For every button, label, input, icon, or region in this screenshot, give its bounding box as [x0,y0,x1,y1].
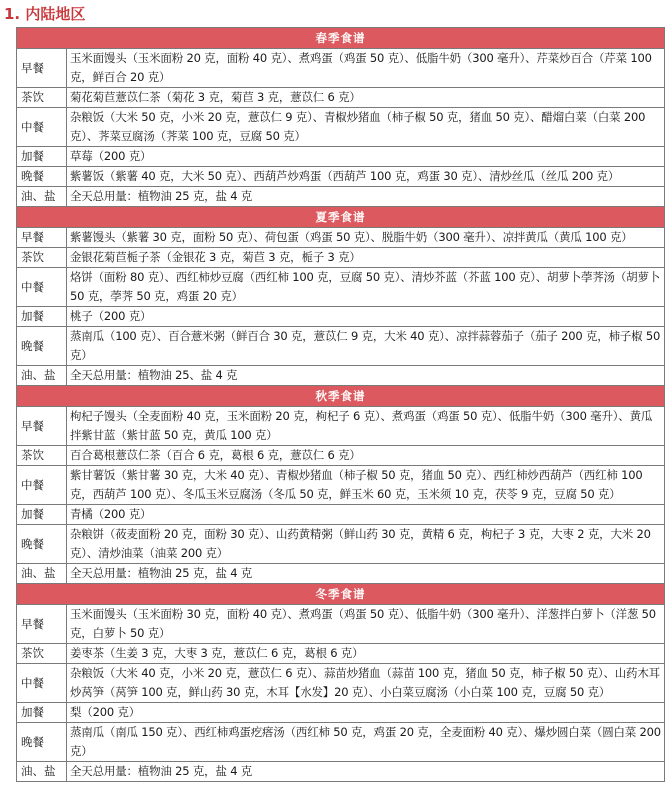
table-row [17,762,665,782]
table-row [17,167,665,187]
section-title: 1. 内陆地区 [4,5,86,23]
meal-label: 加餐 [17,307,67,327]
meal-content: 玉米面馒头（玉米面粉 20 克，面粉 40 克）、煮鸡蛋（鸡蛋 50 克）、低脂牛奶（300 毫升）、芹菜炒百合（芹菜 100 克，鲜百合 20 克） [67,49,665,88]
meal-label: 油、盐 [17,187,67,207]
meal-content: 百合葛根薏苡仁茶（百合 6 克，葛根 6 克，薏苡仁 6 克） [67,446,665,466]
table-row [17,108,665,147]
meal-label: 晚餐 [17,723,67,762]
meal-content: 全天总用量：植物油 25、盐 4 克 [67,366,665,386]
meal-label: 早餐 [17,49,67,88]
meal-content: 姜枣茶（生姜 3 克，大枣 3 克，薏苡仁 6 克，葛根 6 克） [67,644,665,664]
season-title: 春季食谱 [17,28,665,49]
season-title: 冬季食谱 [17,584,665,605]
table-row [17,505,665,525]
meal-label: 中餐 [17,664,67,703]
meal-label: 晚餐 [17,167,67,187]
meal-content: 杂粮饭（大米 50 克，小米 20 克，薏苡仁 9 克）、青椒炒猪血（柿子椒 50 克，猪血 50 克）、醋熘白菜（白菜 200 克）、荠菜豆腐汤（荠菜 100 克，豆腐 50 克） [67,108,665,147]
meal-label: 加餐 [17,147,67,167]
meal-label: 油、盐 [17,564,67,584]
meal-label: 早餐 [17,605,67,644]
meal-label: 茶饮 [17,644,67,664]
meal-content: 杂粮饼（莜麦面粉 20 克，面粉 30 克）、山药黄精粥（鲜山药 30 克，黄精 6 克，枸杞子 3 克，大枣 2 克，大米 20 克）、清炒油菜（油菜 200 克） [67,525,665,564]
season-header-row [17,207,665,228]
meal-content: 桃子（200 克） [67,307,665,327]
meal-content: 全天总用量：植物油 25 克，盐 4 克 [67,187,665,207]
meal-content: 玉米面馒头（玉米面粉 30 克，面粉 40 克）、煮鸡蛋（鸡蛋 50 克）、低脂牛奶（300 毫升）、洋葱拌白萝卜（洋葱 50 克，白萝卜 50 克） [67,605,665,644]
season-header-row [17,386,665,407]
meal-content: 全天总用量：植物油 25 克，盐 4 克 [67,564,665,584]
meal-label: 晚餐 [17,327,67,366]
meal-content: 杂粮饭（大米 40 克，小米 20 克，薏苡仁 6 克）、蒜苗炒猪血（蒜苗 100 克，猪血 50 克，柿子椒 50 克）、山药木耳炒莴笋（莴笋 100 克，鲜山药 30 克，木耳【水发】20 克）、小白菜豆腐汤（小白菜 100 克，豆腐 50 克） [67,664,665,703]
table-row [17,187,665,207]
table-row [17,644,665,664]
meal-content: 蒸南瓜（南瓜 150 克）、西红柿鸡蛋疙瘩汤（西红柿 50 克，鸡蛋 20 克，全麦面粉 40 克）、爆炒圆白菜（圆白菜 200 克） [67,723,665,762]
meal-label: 早餐 [17,228,67,248]
season-title: 夏季食谱 [17,207,665,228]
table-row [17,366,665,386]
table-row [17,446,665,466]
meal-label: 中餐 [17,466,67,505]
table-row [17,147,665,167]
menu-table-wrapper [16,27,664,782]
meal-label: 晚餐 [17,525,67,564]
table-row [17,49,665,88]
table-row [17,723,665,762]
table-row [17,268,665,307]
table-row [17,525,665,564]
meal-label: 油、盐 [17,366,67,386]
meal-content: 紫甘薯饭（紫甘薯 30 克，大米 40 克）、青椒炒猪血（柿子椒 50 克，猪血 50 克）、西红柿炒西葫芦（西红柿 100 克，西葫芦 100 克）、冬瓜玉米豆腐汤（冬瓜 50 克，鲜玉米 60 克，玉米须 10 克，茯苓 9 克，豆腐 50 克） [67,466,665,505]
meal-content: 蒸南瓜（100 克）、百合薏米粥（鲜百合 30 克，薏苡仁 9 克，大米 40 克）、凉拌蒜蓉茄子（茄子 200 克，柿子椒 50 克） [67,327,665,366]
table-row [17,664,665,703]
meal-content: 草莓（200 克） [67,147,665,167]
table-row [17,407,665,446]
meal-content: 菊花菊苣薏苡仁茶（菊花 3 克，菊苣 3 克，薏苡仁 6 克） [67,88,665,108]
season-title: 秋季食谱 [17,386,665,407]
meal-label: 早餐 [17,407,67,446]
meal-label: 茶饮 [17,446,67,466]
meal-content: 梨（200 克） [67,703,665,723]
meal-label: 中餐 [17,108,67,147]
meal-content: 紫薯饭（紫薯 40 克，大米 50 克）、西葫芦炒鸡蛋（西葫芦 100 克，鸡蛋 30 克）、清炒丝瓜（丝瓜 200 克） [67,167,665,187]
table-row [17,564,665,584]
meal-content: 紫薯馒头（紫薯 30 克，面粉 50 克）、荷包蛋（鸡蛋 50 克）、脱脂牛奶（300 毫升）、凉拌黄瓜（黄瓜 100 克） [67,228,665,248]
table-row [17,88,665,108]
meal-content: 枸杞子馒头（全麦面粉 40 克，玉米面粉 20 克，枸杞子 6 克）、煮鸡蛋（鸡蛋 50 克）、低脂牛奶（300 毫升）、黄瓜拌紫甘蓝（紫甘蓝 50 克，黄瓜 100 克） [67,407,665,446]
table-row [17,228,665,248]
meal-label: 加餐 [17,505,67,525]
table-row [17,248,665,268]
season-header-row [17,584,665,605]
table-row [17,703,665,723]
table-row [17,605,665,644]
season-header-row [17,28,665,49]
meal-content: 金银花菊苣栀子茶（金银花 3 克，菊苣 3 克，栀子 3 克） [67,248,665,268]
meal-label: 中餐 [17,268,67,307]
table-row [17,327,665,366]
meal-content: 全天总用量：植物油 25 克，盐 4 克 [67,762,665,782]
meal-content: 青橘（200 克） [67,505,665,525]
meal-label: 加餐 [17,703,67,723]
meal-content: 烙饼（面粉 80 克）、西红柿炒豆腐（西红柿 100 克，豆腐 50 克）、清炒芥蓝（芥蓝 100 克）、胡萝卜荸荠汤（胡萝卜 50 克，荸荠 50 克，鸡蛋 20 克） [67,268,665,307]
meal-label: 茶饮 [17,248,67,268]
table-row [17,466,665,505]
table-row [17,307,665,327]
meal-label: 油、盐 [17,762,67,782]
menu-table [16,27,665,782]
meal-label: 茶饮 [17,88,67,108]
